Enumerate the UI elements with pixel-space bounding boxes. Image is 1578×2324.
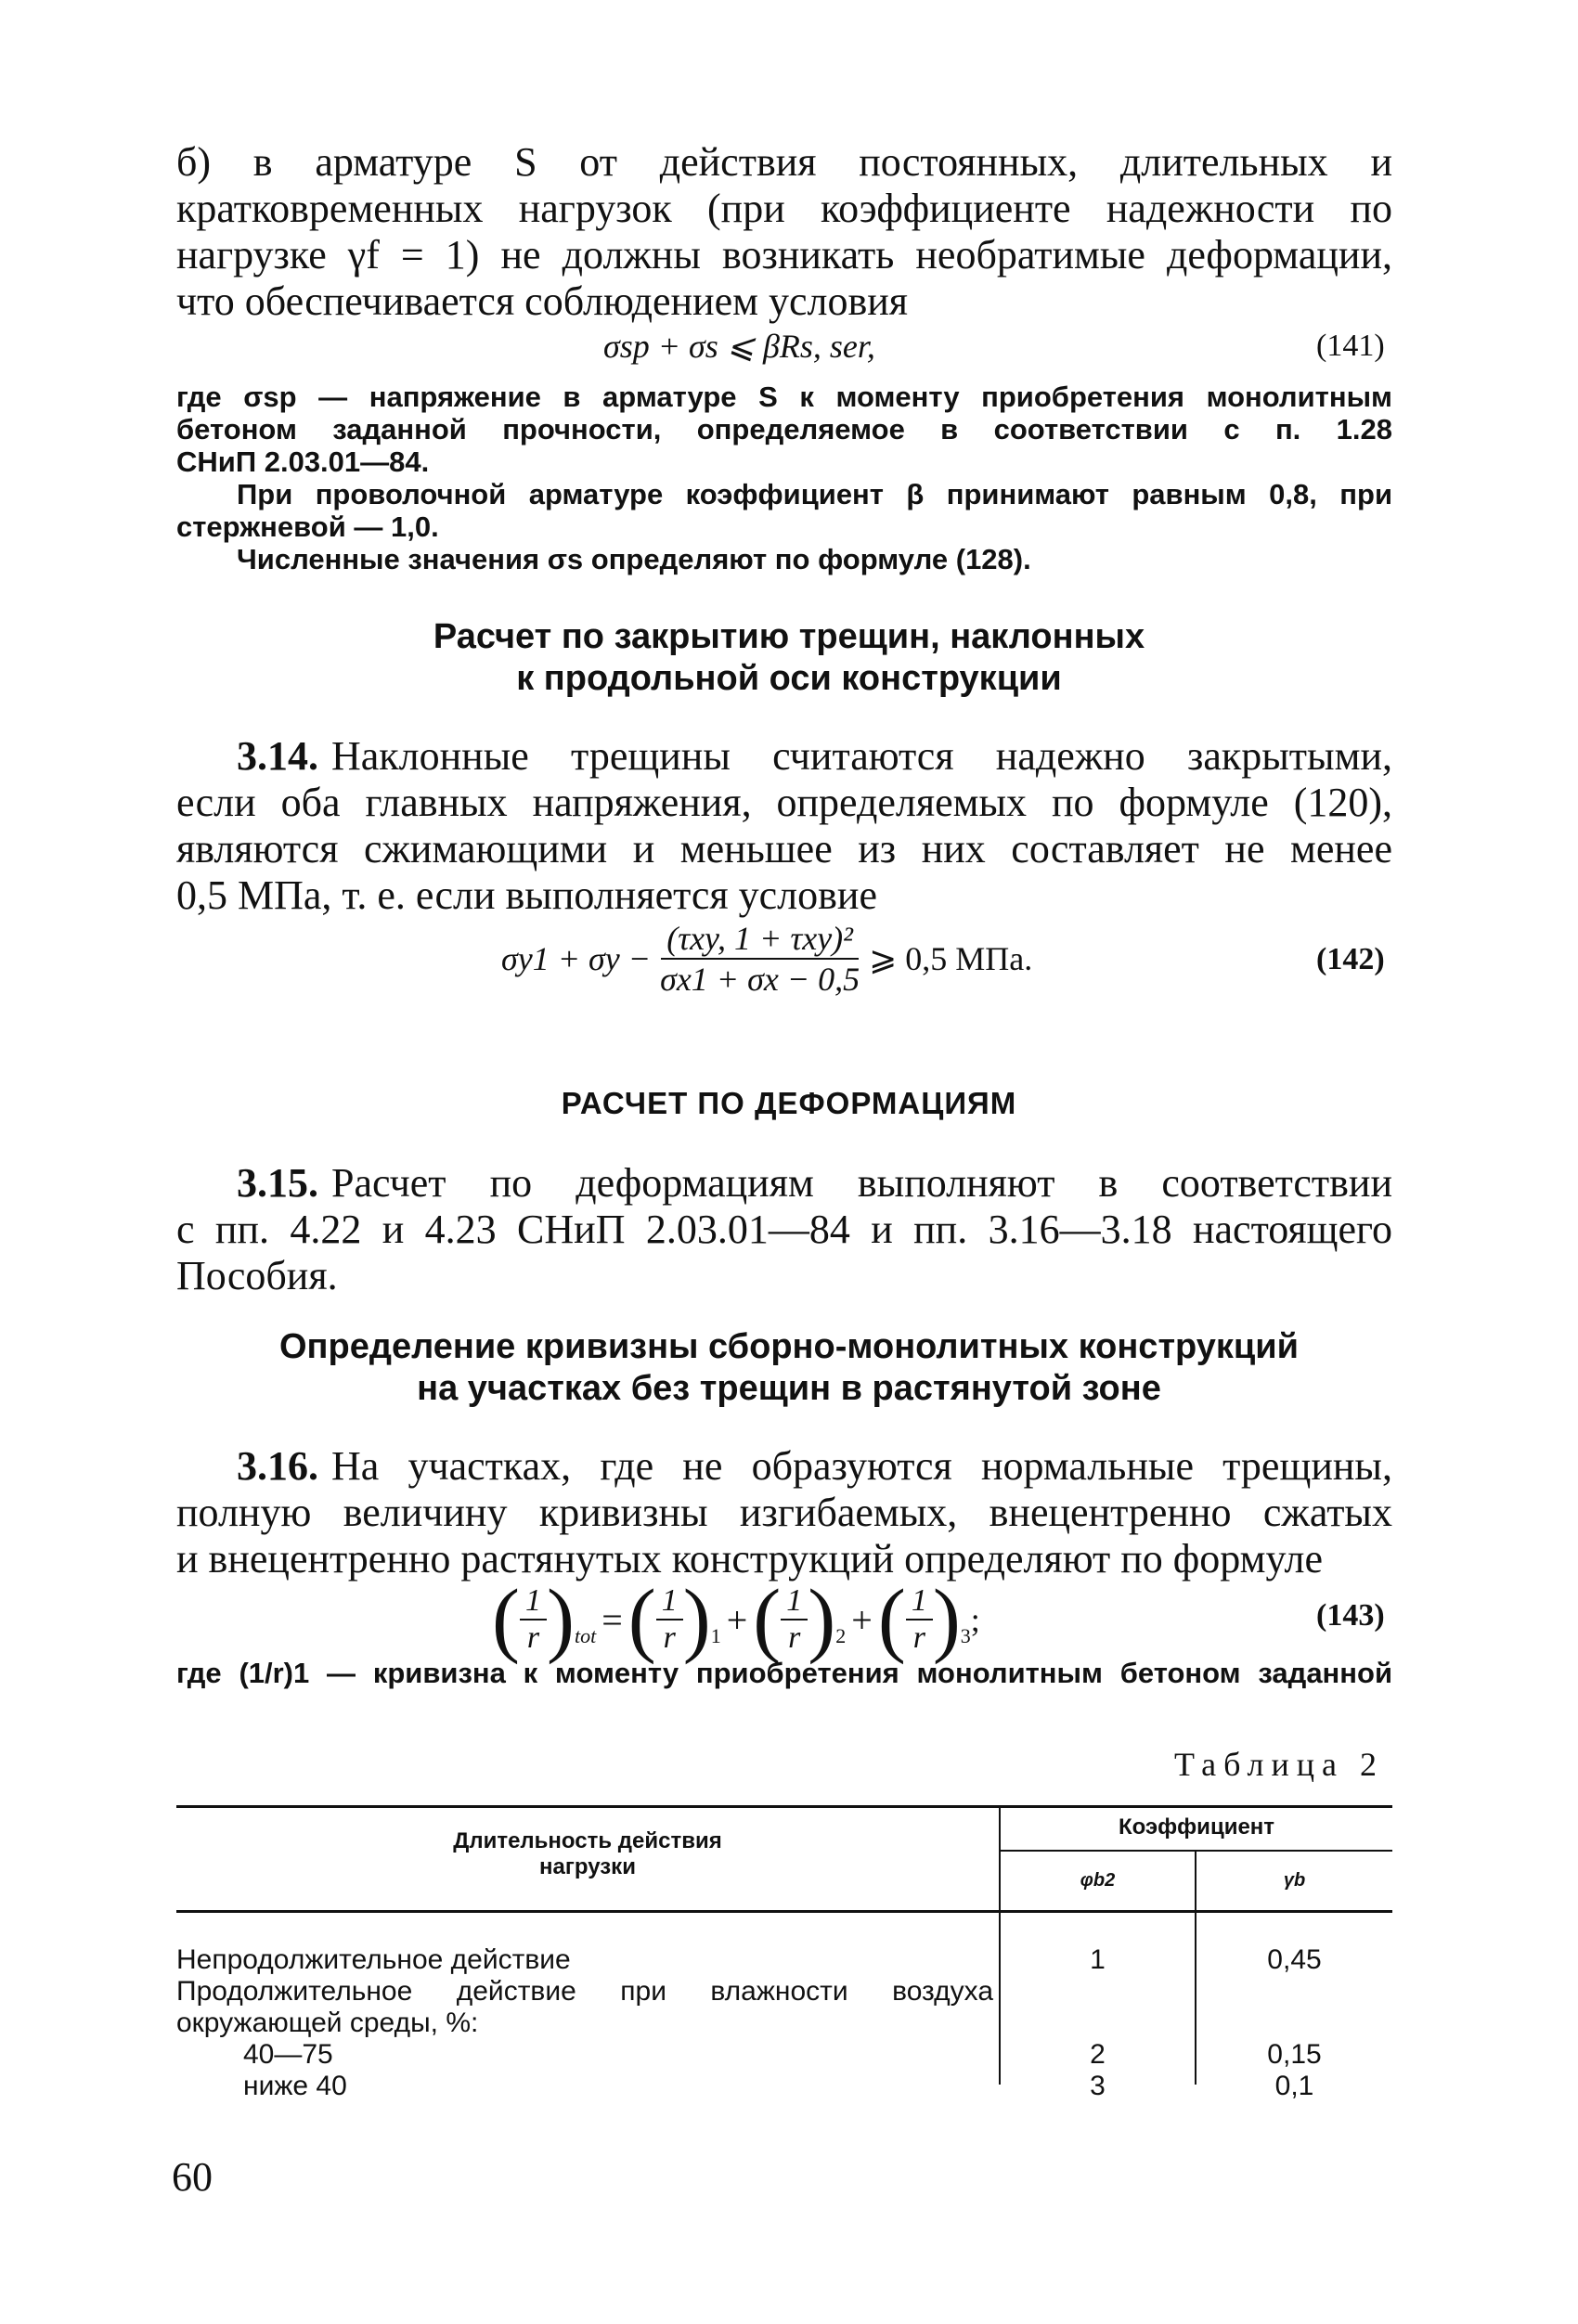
subscript-2: 2 <box>835 1624 847 1647</box>
paragraph-number: 3.14. <box>237 733 318 779</box>
equals-sign: = <box>601 1598 623 1641</box>
numerator: 1 <box>781 1583 808 1620</box>
equation-143 <box>492 1573 980 1665</box>
paragraph-number: 3.16. <box>237 1443 318 1489</box>
fraction-one-over-r <box>520 1583 547 1656</box>
paren-open: ( <box>877 1573 906 1665</box>
page-number: 60 <box>172 2154 213 2200</box>
header-gamma-b: γb <box>1283 1870 1306 1891</box>
heading-line: к продольной оси конструкции <box>516 659 1062 698</box>
paren-close: ) <box>808 1573 836 1665</box>
subscript-1: 1 <box>710 1624 721 1647</box>
text-line: 0,5 МПа, т. е. если выполняется условие <box>176 872 877 918</box>
denominator: r <box>788 1620 801 1655</box>
table-cell-phi: 3 <box>1090 2071 1106 2101</box>
equation-142 <box>501 919 1032 999</box>
table-top-rule <box>176 1805 1392 1808</box>
where-clause-143: где (1/r)1 — кривизна к моменту приобретения монолитным бетоном заданной <box>176 1657 1392 1689</box>
text-line: кратковременных нагрузок (при коэффициенте надежности по <box>176 186 1392 231</box>
text-line <box>237 733 1392 780</box>
note-sigma: Численные значения σs определяют по формуле (128). <box>237 543 1031 575</box>
heading-line: Расчет по закрытию трещин, наклонных <box>433 617 1145 656</box>
table-cell-gamma: 0,1 <box>1274 2071 1314 2101</box>
text-line: где σsp — напряжение в арматуре S к моменту приобретения монолитным <box>176 381 1392 413</box>
text-line: являются сжимающими и меньшее из них составляет не менее <box>176 826 1392 872</box>
header-coefficient: Коэффициент <box>1118 1814 1275 1840</box>
table-cell-phi: 1 <box>1090 1944 1106 1975</box>
numerator: 1 <box>906 1583 933 1620</box>
text-line: что обеспечивается соблюдением условия <box>176 278 909 324</box>
equation-number-143: (143) <box>1316 1598 1385 1633</box>
table-row-label: окружающей среды, %: <box>176 2008 479 2038</box>
header-line: Длительность действия <box>453 1828 722 1853</box>
text-line: полную величину кривизны изгибаемых, внецентренно сжатых <box>176 1490 1392 1535</box>
table-header-bottom-rule <box>176 1910 1392 1913</box>
text-line: стержневой — 1,0. <box>176 510 439 543</box>
numerator: (τxy, 1 + τxy)² <box>661 919 859 960</box>
numerator: 1 <box>520 1583 547 1620</box>
paren-open: ( <box>627 1573 656 1665</box>
text-line: бетоном заданной прочности, определяемое в соответствии с п. 1.28 <box>176 413 1392 445</box>
text-line: с пп. 4.22 и 4.23 СНиП 2.03.01—84 и пп. 3.16—3.18 настоящего <box>176 1207 1392 1252</box>
table-cell-phi: 2 <box>1090 2039 1106 2070</box>
table-cell-gamma: 0,15 <box>1267 2039 1322 2070</box>
text-line: Пособия. <box>176 1253 338 1298</box>
heading-line: на участках без трещин в растянутой зоне <box>417 1369 1161 1408</box>
equation-right: ⩾ 0,5 МПа. <box>869 940 1033 977</box>
numerator: 1 <box>656 1583 683 1620</box>
table-caption: Таблица 2 <box>1174 1746 1384 1783</box>
fraction-one-over-r <box>656 1583 683 1656</box>
equation-left: σy1 + σy − <box>501 940 652 977</box>
table-row-label: Непродолжительное действие <box>176 1944 571 1975</box>
fraction <box>660 919 860 999</box>
text-line: и внецентренно растянутых конструкций определяют по формуле <box>176 1536 1324 1582</box>
text-line <box>237 1160 1392 1207</box>
heading-line: Определение кривизны сборно-монолитных конструкций <box>278 1327 1299 1366</box>
table-row-label: 40—75 <box>243 2039 333 2070</box>
denominator: σx1 + σx − 0,5 <box>660 961 860 998</box>
table-subheader-rule <box>1001 1850 1392 1852</box>
equation-number-142: (142) <box>1316 942 1385 976</box>
paren-close: ) <box>682 1573 711 1665</box>
text-span: На участках, где не образуются нормальные трещины, <box>331 1443 1392 1489</box>
text-span: Расчет по деформациям выполняют в соответствии <box>331 1160 1392 1206</box>
fraction-one-over-r <box>906 1583 933 1656</box>
paragraph-number: 3.15. <box>237 1160 318 1206</box>
paren-open: ( <box>492 1573 520 1665</box>
section-heading-deformations: РАСЧЕТ ПО ДЕФОРМАЦИЯМ <box>561 1086 1017 1120</box>
plus-sign: + <box>851 1598 873 1641</box>
fraction-one-over-r <box>781 1583 808 1656</box>
table-row-label: Продолжительное действие при влажности воздуха <box>176 1976 993 2007</box>
text-line: При проволочной арматуре коэффициент β принимают равным 0,8, при <box>237 478 1392 510</box>
text-line: нагрузке γf = 1) не должны возникать необратимые деформации, <box>176 232 1392 278</box>
table-cell-gamma: 0,45 <box>1267 1944 1322 1975</box>
subscript-3: 3 <box>960 1624 971 1647</box>
text-line <box>237 1443 1392 1490</box>
subscript-tot: tot <box>574 1624 597 1647</box>
denominator: r <box>912 1620 925 1655</box>
text-span: Наклонные трещины считаются надежно закрытыми, <box>331 733 1392 779</box>
paren-close: ) <box>546 1573 575 1665</box>
plus-sign: + <box>726 1598 748 1641</box>
text-line: СНиП 2.03.01—84. <box>176 445 430 478</box>
equation-141: σsp + σs ⩽ βRs, ser, <box>603 328 875 365</box>
text-line: если оба главных напряжения, определяемых по формуле (120), <box>176 780 1392 825</box>
paren-open: ( <box>753 1573 782 1665</box>
denominator: r <box>663 1620 676 1655</box>
header-phi-b2: φb2 <box>1080 1870 1116 1891</box>
text-line: б) в арматуре S от действия постоянных, длительных и <box>176 139 1392 185</box>
denominator: r <box>526 1620 540 1655</box>
paren-close: ) <box>932 1573 961 1665</box>
semicolon: ; <box>970 1601 980 1638</box>
header-line: нагрузки <box>539 1854 636 1879</box>
table-row-label: ниже 40 <box>243 2071 347 2101</box>
equation-number-141: (141) <box>1316 329 1385 363</box>
header-duration <box>176 1828 999 1880</box>
